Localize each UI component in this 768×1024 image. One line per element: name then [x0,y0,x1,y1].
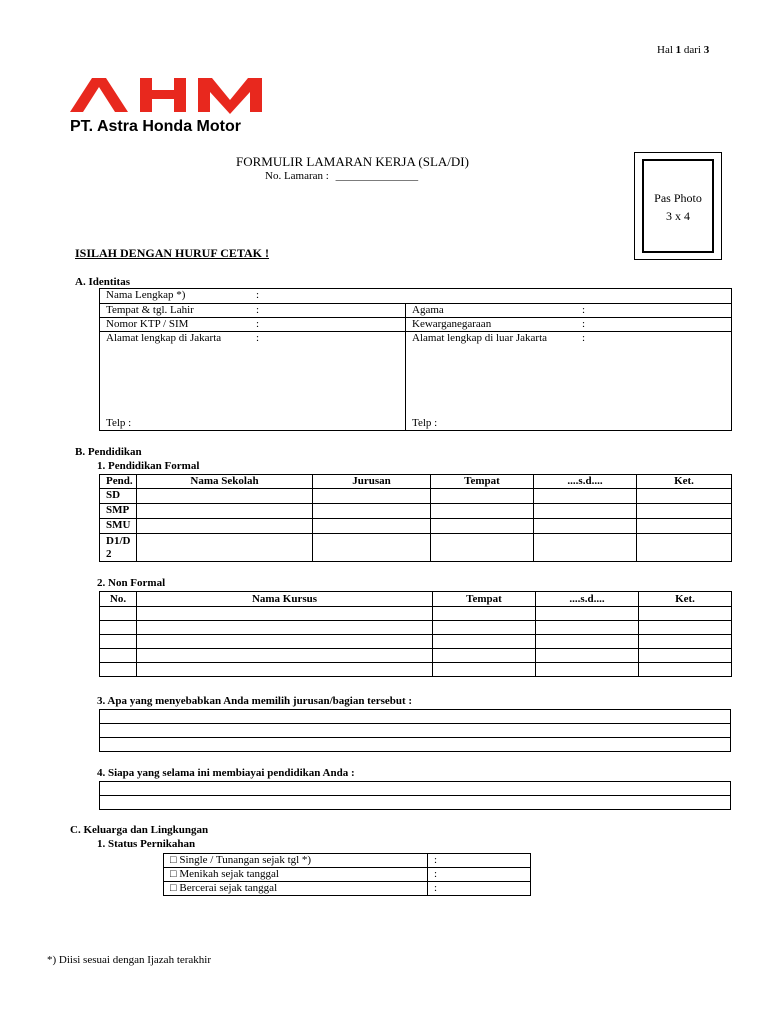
table-cell[interactable] [536,621,639,635]
table-cell[interactable] [637,519,732,534]
section-b-heading: B. Pendidikan [75,446,142,458]
col-tempat: Tempat [433,592,536,607]
table-cell[interactable] [313,534,431,562]
table-row [100,519,732,534]
q3-answer-table [99,709,731,752]
agama-label: Agama [412,304,444,316]
photo-frame [634,152,722,260]
tempat-label: Tempat & tgl. Lahir [106,304,194,316]
question-4: 4. Siapa yang selama ini membiayai pendidikan Anda : [97,767,355,779]
table-cell[interactable] [433,663,536,677]
page-number [657,44,709,56]
telp-label: Telp [412,417,432,429]
table-cell[interactable] [639,649,732,663]
colon: : [582,318,586,330]
colon: : [434,417,438,429]
status-table [163,853,531,896]
company-name: PT. Astra Honda Motor [70,118,241,135]
row-label-d1d-part2: 2 [106,548,112,560]
table-cell[interactable] [100,621,137,635]
col-pend: Pend. [100,475,137,489]
footnote: *) Diisi sesuai dengan Ijazah terakhir [47,954,212,966]
table-row [100,534,732,562]
page-total: 3 [703,44,710,56]
table-row [100,663,732,677]
answer-line[interactable] [100,738,731,752]
table-cell[interactable] [433,621,536,635]
colon: : [582,304,586,316]
table-row [100,649,732,663]
question-3: 3. Apa yang menyebabkan Anda memilih jurusan/bagian tersebut : [97,695,413,707]
col-jurusan: Jurusan [313,475,431,489]
kewarga-cell[interactable] [406,318,732,332]
alamat-jkt-cell[interactable] [100,332,406,431]
identitas-table [99,288,732,431]
table-cell[interactable] [137,621,433,635]
alamat-jkt-label: Alamat lengkap di Jakarta [106,332,222,344]
answer-line[interactable] [100,796,731,810]
status-option-menikah[interactable]: □ Menikah sejak tanggal [164,868,428,882]
ahm-logo-mark [70,76,270,114]
tempat-cell[interactable] [100,304,406,318]
table-cell[interactable] [137,649,433,663]
kewarga-label: Kewarganegaraan [412,318,492,330]
page-prefix: Hal [657,44,676,56]
telp-label: Telp [106,417,126,429]
page-current: 1 [675,44,682,56]
table-cell[interactable] [137,504,313,519]
photo-label: Pas Photo [654,191,702,205]
col-no: No. [100,592,137,607]
table-row [100,607,732,621]
table-cell[interactable] [639,621,732,635]
table-cell[interactable] [637,489,732,504]
nonformal-heading: 2. Non Formal [97,577,166,589]
nonformal-table [99,591,732,677]
table-row [100,504,732,519]
table-row [100,635,732,649]
colon: : [256,332,260,344]
nama-row[interactable] [100,289,732,304]
formal-table [99,474,732,562]
ktp-cell[interactable] [100,318,406,332]
table-cell[interactable] [137,607,433,621]
table-cell[interactable] [637,504,732,519]
table-cell[interactable] [313,489,431,504]
table-cell[interactable] [536,607,639,621]
status-value[interactable]: : [428,882,531,896]
formal-heading: 1. Pendidikan Formal [97,460,200,472]
col-ket: Ket. [639,592,732,607]
table-cell[interactable] [534,534,637,562]
col-sd: ....s.d.... [534,475,637,489]
table-cell[interactable] [313,504,431,519]
table-cell[interactable] [534,504,637,519]
table-cell[interactable] [100,635,137,649]
table-cell[interactable] [431,534,534,562]
table-cell[interactable] [137,519,313,534]
no-lamaran-label: No. Lamaran : [265,170,329,182]
agama-cell[interactable] [406,304,732,318]
section-c-heading: C. Keluarga dan Lingkungan [70,824,209,836]
alamat-luar-label: Alamat lengkap di luar Jakarta [412,332,548,344]
col-nama-sekolah: Nama Sekolah [137,475,313,489]
status-value[interactable]: : [428,868,531,882]
row-label-d1d-part1: D1/D [106,535,131,547]
table-cell[interactable] [137,635,433,649]
table-cell[interactable] [137,534,313,562]
colon: : [582,332,586,344]
table-cell[interactable] [313,519,431,534]
col-nama-kursus: Nama Kursus [137,592,433,607]
table-cell[interactable] [431,519,534,534]
col-sd: ....s.d.... [536,592,639,607]
col-tempat: Tempat [431,475,534,489]
table-cell[interactable] [639,607,732,621]
table-cell[interactable] [431,489,534,504]
table-cell[interactable] [534,489,637,504]
colon: : [256,318,260,330]
alamat-luar-cell[interactable] [406,332,732,431]
table-cell[interactable] [100,649,137,663]
photo-size: 3 x 4 [666,209,690,223]
instruction-text: ISILAH DENGAN HURUF CETAK ! [75,246,270,260]
q4-answer-table [99,781,731,810]
row-label-smp: SMP [100,504,137,519]
row-label-smu: SMU [100,519,137,534]
row-label-d1d2 [100,534,137,562]
colon: : [128,417,132,429]
row-label-sd: SD [100,489,137,504]
photo-area[interactable] [642,159,714,253]
table-cell[interactable] [137,663,433,677]
table-cell[interactable] [100,607,137,621]
no-lamaran-field[interactable]: _______________ [335,170,419,182]
col-ket: Ket. [637,475,732,489]
table-cell[interactable] [433,649,536,663]
section-a-heading: A. Identitas [75,276,131,288]
answer-line[interactable] [100,724,731,738]
table-cell[interactable] [536,663,639,677]
table-cell[interactable] [536,635,639,649]
table-cell[interactable] [431,504,534,519]
answer-line[interactable] [100,710,731,724]
table-cell[interactable] [137,489,313,504]
table-cell[interactable] [639,663,732,677]
table-cell[interactable] [534,519,637,534]
table-cell[interactable] [637,534,732,562]
table-cell[interactable] [433,607,536,621]
form-title: FORMULIR LAMARAN KERJA (SLA/DI) [236,154,469,169]
answer-line[interactable] [100,782,731,796]
ktp-label: Nomor KTP / SIM [106,318,189,330]
table-row [100,489,732,504]
status-option-bercerai[interactable]: □ Bercerai sejak tanggal [164,882,428,896]
status-option-single[interactable]: □ Single / Tunangan sejak tgl *) [164,854,428,868]
table-cell[interactable] [433,635,536,649]
colon: : [256,304,260,316]
colon: : [256,289,260,301]
no-lamaran [265,170,418,182]
company-logo [70,76,280,136]
status-value[interactable]: : [428,854,531,868]
table-row [100,621,732,635]
table-cell[interactable] [639,635,732,649]
table-cell[interactable] [536,649,639,663]
page-sep: dari [681,44,704,56]
nama-label: Nama Lengkap *) [106,289,186,301]
status-heading: 1. Status Pernikahan [97,838,196,850]
table-cell[interactable] [100,663,137,677]
